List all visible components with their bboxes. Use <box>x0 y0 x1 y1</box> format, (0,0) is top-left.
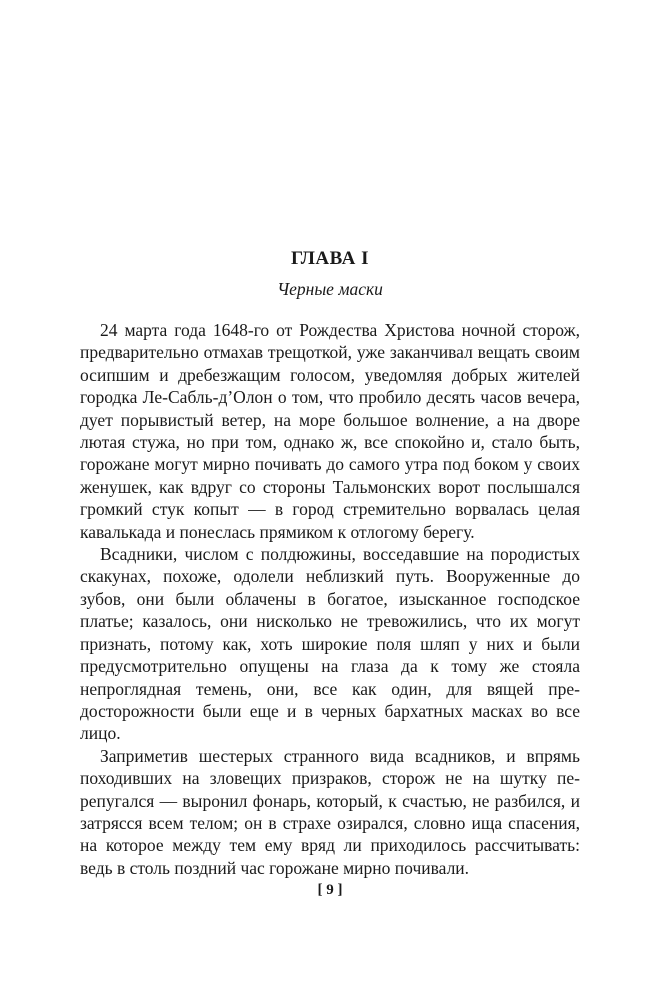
chapter-body <box>80 319 580 879</box>
paragraph-3: Заприметив шестерых странного вида всадников, и впрямь походивших на зловещих призраков, сторож не на шутку перепугался — выронил фонарь, который, к счастью, не разбился, и затрясся всем телом; он в страхе озирался, словно ища спасения, на которое между тем ему вряд ли приходилось рассчитывать: ведь в столь поздний час горожане мирно почивали. <box>80 745 580 878</box>
chapter-title: ГЛАВА I <box>291 248 369 269</box>
paragraph-1: 24 марта года 1648-го от Рождества Христова ночной сторож, предварительно отмахав трещоткой, уже заканчивал вещать своим осипшим и дребезжащим голосом, уведомляя добрых жителей городка Ле-Сабль-д’Олон о том, что пробило десять часов вечера, дует порывистый ветер, на море большое волнение, а на дворе лютая стужа, но при том, однако ж, все спокойно и, стало быть, горожане могут мирно почивать до самого утра под боком у своих женушек, как вдруг со стороны Тальмонских ворот послышался громкий стук копыт — в город стремительно ворвалась целая кавалькада и понеслась прямиком к отлогому берегу. <box>80 320 580 542</box>
paragraph-2: Всадники, числом с полдюжины, восседавшие на породистых скакунах, похоже, одолели неблизкий путь. Вооруженные до зубов, они были облачены в богатое, изысканное господское платье; казалось, они нисколько не тревожились, что их могут признать, потому как, хоть широкие поля шляп у них и были предусмотрительно опущены на глаза да к тому же стояла непроглядная темень, они, все как один, для вящей предосторожности были еще и в черных бархатных масках во все лицо. <box>80 544 580 744</box>
page-number: [ 9 ] <box>317 882 343 898</box>
book-page <box>80 0 580 1000</box>
chapter-subtitle: Черные маски <box>277 279 383 299</box>
